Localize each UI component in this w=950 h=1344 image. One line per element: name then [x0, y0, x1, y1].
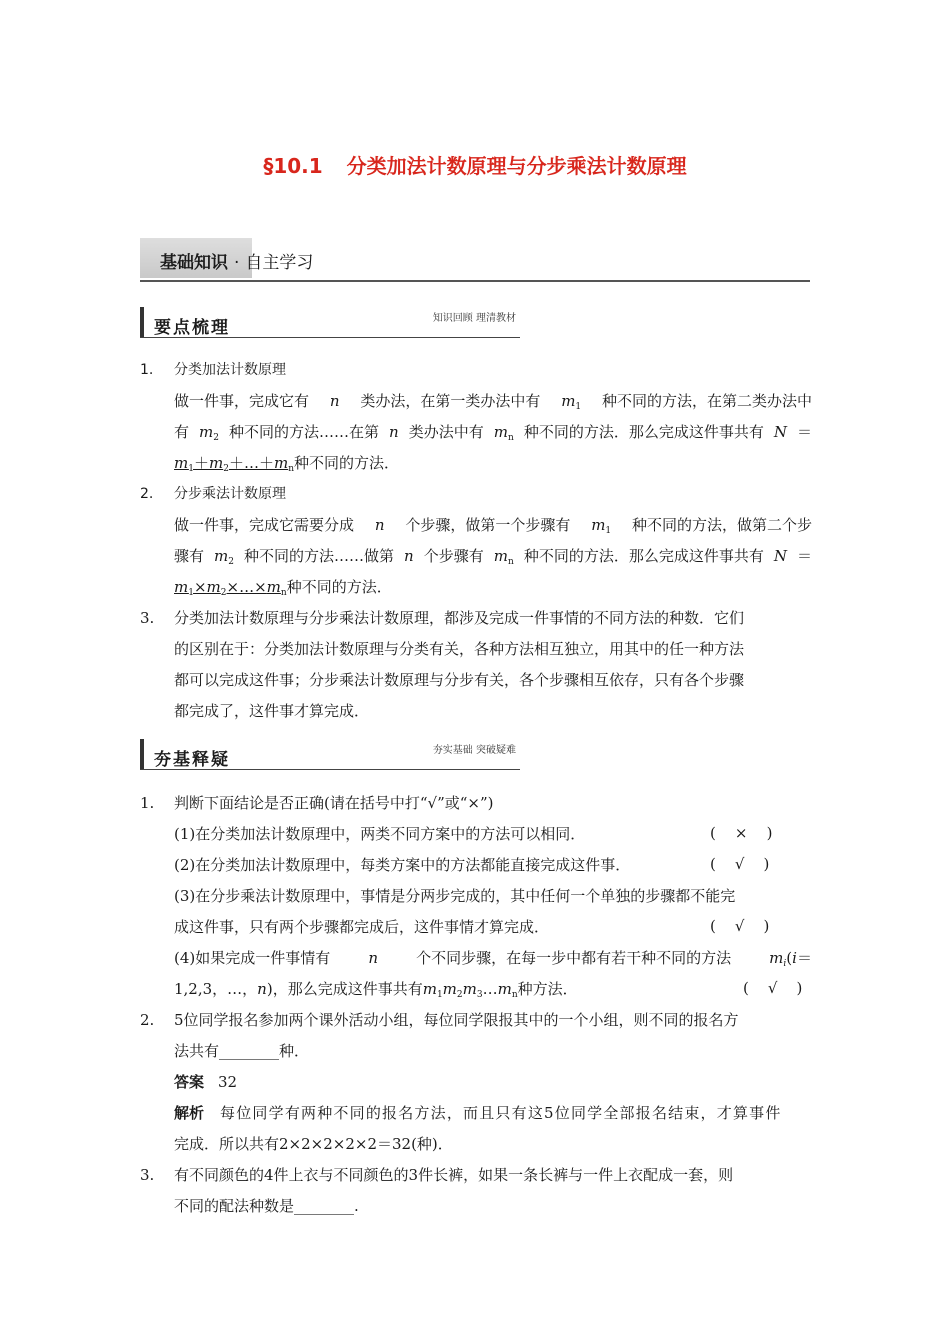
- section-header-key-points: [140, 307, 520, 338]
- q1-item-3-line-1: (3)在分步乘法计数原理中，事情是分两步完成的，其中任何一个单独的步骤都不能完: [174, 887, 736, 905]
- point-1-line-2: 有 $m_2$ 种不同的方法……在第 n 类办法中有 $m_n$ 种不同的方法．那么完成这件事共有 N ＝: [174, 423, 812, 443]
- q1-item-4-line-2: 1,2,3，…，n)，那么完成这件事共有$m_1m_2m_3\dots m_n$种方法．: [174, 980, 578, 1000]
- section-number: §10.1: [263, 154, 323, 178]
- point-1-heading: 1. 分类加法计数原理: [140, 362, 286, 378]
- banner-main: 基础知识: [160, 253, 228, 273]
- section-bar: [140, 307, 144, 337]
- point-3-line-1: 3. 分类加法计数原理与分步乘法计数原理，都涉及完成一件事情的不同方法的种数．它们: [140, 609, 745, 627]
- page-title: [0, 150, 950, 179]
- q1-item-1-mark: ( × ): [710, 824, 773, 842]
- q2-line-2: 法共有________种．: [174, 1042, 310, 1060]
- point-2-line-3: $m_1\times m_2\times\dots\times m_n$种不同的方法．: [174, 578, 392, 598]
- q1-item-2-mark: ( √ ): [710, 855, 770, 873]
- point-3-line-2: 的区别在于：分类加法计数原理与分类有关，各种方法相互独立，用其中的任一种方法: [174, 640, 745, 658]
- point-2-line-1: 做一件事，完成它需要分成 n 个步骤，做第一个步骤有 $m_1$ 种不同的方法，做第二个步: [174, 516, 812, 536]
- title-text: 分类加法计数原理与分步乘法计数原理: [346, 154, 687, 178]
- chapter-banner: [140, 238, 810, 282]
- point-2-line-2: 骤有 $m_2$ 种不同的方法……做第 n 个步骤有 $m_n$ 种不同的方法．那么完成这件事共有 N ＝: [174, 547, 812, 567]
- point-1-line-3: $m_1+m_2+\dots+m_n$种不同的方法．: [174, 454, 400, 474]
- point-2-heading: 2. 分步乘法计数原理: [140, 486, 286, 502]
- q1-stem: 1. 判断下面结论是否正确(请在括号中打“√”或“×”): [140, 794, 494, 812]
- point-3-line-4: 都完成了，这件事才算完成．: [174, 702, 370, 720]
- section-header-exercises: [140, 739, 520, 770]
- q2-line-1: 2. 5位同学报名参加两个课外活动小组，每位同学限报其中的一个小组，则不同的报名方: [140, 1011, 739, 1029]
- q1-item-4-line-1: (4)如果完成一件事情有 n 个不同步骤，在每一步中都有若干种不同的方法 $m_i(i=$: [174, 949, 812, 969]
- q1-item-3-line-2: 成这件事，只有两个步骤都完成后，这件事情才算完成．: [174, 918, 550, 936]
- section-bar: [140, 739, 144, 769]
- section-label: 要点梳理: [154, 318, 230, 338]
- q2-answer: 答案 32: [174, 1073, 238, 1091]
- section-label: 夯基释疑: [154, 750, 230, 770]
- q1-item-1: (1)在分类加法计数原理中，两类不同方案中的方法可以相同．: [174, 825, 586, 843]
- q1-item-4-mark: ( √ ): [743, 979, 803, 997]
- banner-text: [160, 248, 313, 273]
- q1-item-3-mark: ( √ ): [710, 917, 770, 935]
- q1-item-2: (2)在分类加法计数原理中，每类方案中的方法都能直接完成这件事．: [174, 856, 631, 874]
- banner-sub: 自主学习: [245, 253, 314, 273]
- banner-dot: ·: [234, 253, 240, 273]
- q2-analysis-line-1: 解析 每位同学有两种不同的报名方法，而且只有这5位同学全部报名结束，才算事件: [174, 1104, 782, 1122]
- q3-line-1: 3. 有不同颜色的4件上衣与不同颜色的3件长裤，如果一条长裤与一件上衣配成一套，则: [140, 1166, 734, 1184]
- section-sub: 知识回顾 理清教材: [432, 313, 516, 324]
- point-1-line-1: 做一件事，完成它有 n 类办法，在第一类办法中有 $m_1$ 种不同的方法，在第二类办法中: [174, 392, 812, 412]
- q2-analysis-line-2: 完成．所以共有2×2×2×2×2＝32(种)．: [174, 1135, 453, 1153]
- q3-line-2: 不同的配法种数是________.: [174, 1197, 359, 1215]
- point-3-line-3: 都可以完成这件事；分步乘法计数原理与分步有关，各个步骤相互依存，只有各个步骤: [174, 671, 745, 689]
- section-sub: 夯实基础 突破疑难: [432, 745, 516, 756]
